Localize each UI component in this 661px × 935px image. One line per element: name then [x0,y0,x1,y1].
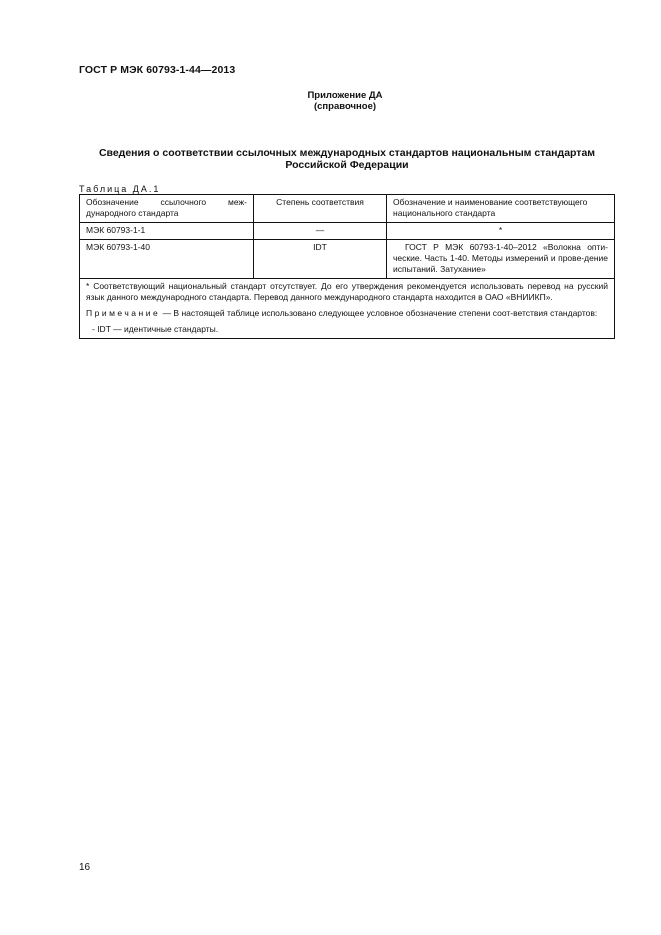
table-row [80,240,615,279]
cell-degree: — [254,223,387,240]
header-degree: Степень соответствия [254,195,387,223]
legend-text: - IDT — идентичные стандарты. [92,324,219,334]
table-header-row [80,195,615,223]
document-code: ГОСТ Р МЭК 60793-1-44—2013 [79,64,236,76]
reference-standards-table [79,194,615,339]
note-paragraph [86,308,608,319]
table-row [80,223,615,240]
header-reference-standard: Обозначение ссылочного меж-дународного стандарта [80,195,254,223]
cell-degree: IDT [254,240,387,279]
note-text: — В настоящей таблице использовано следующее условное обозначение степени соот-ветствия стандартов: [160,308,598,318]
annex-subtitle: (справочное) [313,101,377,112]
page-number: 16 [79,862,91,873]
table-caption: Таблица ДА.1 [79,184,161,194]
header-national-standard: Обозначение и наименование соответствующего национального стандарта [387,195,615,223]
cell-national: * [387,223,615,240]
annex-heading [79,147,615,171]
footnote-cell [80,279,615,339]
cell-reference: МЭК 60793-1-1 [80,223,254,240]
annex-heading-line1: Сведения о соответствии ссылочных международных стандартов национальным стандартам [98,147,596,159]
annex-heading-line2: Российской Федерации [285,159,409,171]
annex-title: Приложение ДА [307,90,383,101]
footnote-text: * Соответствующий национальный стандарт отсутствует. До его утверждения рекомендуется использовать перевод на русский язык данного международного стандарта. Перевод данного международного стандарта находится в ОАО «ВНИИКП». [86,281,608,302]
note-label: Примечание [86,308,161,318]
cell-national: ГОСТ Р МЭК 60793-1-40–2012 «Волокна опти-ческие. Часть 1-40. Методы измерений и прове-дение испытаний. Затухание» [387,240,615,279]
cell-reference: МЭК 60793-1-40 [80,240,254,279]
table-footnote-row [80,279,615,339]
